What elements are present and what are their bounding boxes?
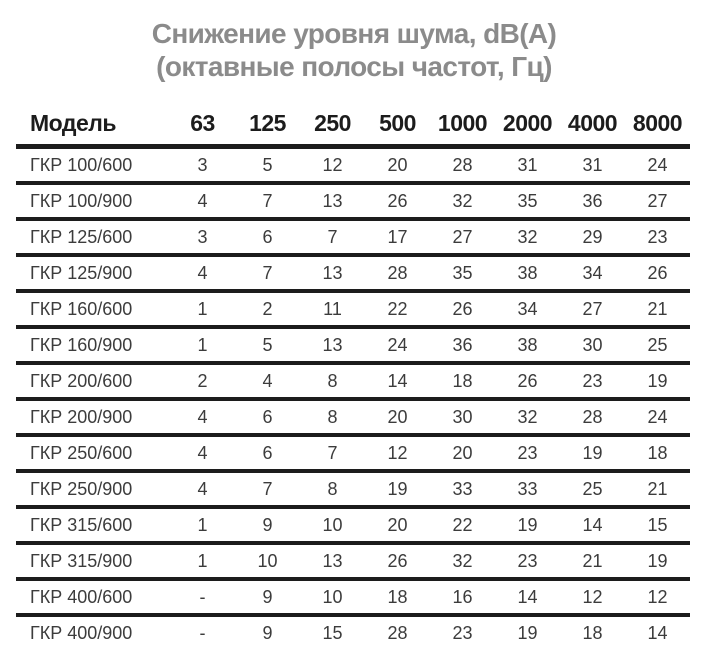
value-cell: 16 xyxy=(430,579,495,615)
value-cell: 20 xyxy=(365,399,430,435)
table-row xyxy=(16,579,690,615)
freq-column-header-8000: 8000 xyxy=(625,110,690,147)
value-cell: 13 xyxy=(300,183,365,219)
value-cell: 8 xyxy=(300,399,365,435)
value-cell: 19 xyxy=(625,363,690,399)
value-cell: 1 xyxy=(170,507,235,543)
header-row xyxy=(16,110,690,147)
model-cell: ГКР 200/900 xyxy=(16,399,170,435)
value-cell: 26 xyxy=(495,363,560,399)
freq-column-header-500: 500 xyxy=(365,110,430,147)
value-cell: 27 xyxy=(430,219,495,255)
value-cell: 26 xyxy=(365,543,430,579)
value-cell: 15 xyxy=(322,622,343,643)
value-cell: 14 xyxy=(495,579,560,615)
value-cell: 8 xyxy=(300,471,365,507)
value-cell: 26 xyxy=(430,291,495,327)
model-cell: ГКР 100/600 xyxy=(16,147,170,184)
value-cell: 38 xyxy=(495,327,560,363)
value-cell: 26 xyxy=(625,255,690,291)
value-cell: 14 xyxy=(365,363,430,399)
value-cell: 28 xyxy=(430,147,495,184)
value-cell: 21 xyxy=(625,291,690,327)
value-cell: 24 xyxy=(625,399,690,435)
table-row xyxy=(16,291,690,327)
value-cell: 13 xyxy=(300,255,365,291)
value-cell: - xyxy=(199,622,206,643)
value-cell: 12 xyxy=(625,579,690,615)
value-cell: 8 xyxy=(300,363,365,399)
value-cell: 26 xyxy=(365,183,430,219)
value-cell: 30 xyxy=(560,327,625,363)
freq-column-header-125: 125 xyxy=(235,110,300,147)
model-cell: ГКР 250/600 xyxy=(16,435,170,471)
value-cell: 2 xyxy=(235,291,300,327)
value-cell: 11 xyxy=(300,291,365,327)
value-cell: 21 xyxy=(560,543,625,579)
value-cell: 13 xyxy=(300,543,365,579)
value-cell: 18 xyxy=(365,579,430,615)
value-cell: 25 xyxy=(560,471,625,507)
value-cell: 36 xyxy=(560,183,625,219)
value-cell: 6 xyxy=(235,399,300,435)
table-head xyxy=(16,110,690,147)
table-row xyxy=(16,147,690,184)
freq-column-header-1000: 1000 xyxy=(430,110,495,147)
value-cell: 31 xyxy=(495,147,560,184)
model-cell: ГКР 200/600 xyxy=(16,363,170,399)
table-row xyxy=(16,507,690,543)
value-cell: 7 xyxy=(300,435,365,471)
value-cell: 28 xyxy=(560,399,625,435)
value-cell: 18 xyxy=(625,435,690,471)
table-row xyxy=(16,327,690,363)
value-cell: 7 xyxy=(235,471,300,507)
model-cell: ГКР 400/900 xyxy=(30,622,133,643)
freq-column-header-2000: 2000 xyxy=(495,110,560,147)
value-cell: 31 xyxy=(560,147,625,184)
value-cell: 28 xyxy=(365,255,430,291)
value-cell: 9 xyxy=(262,622,273,643)
value-cell: 32 xyxy=(495,399,560,435)
value-cell: 12 xyxy=(300,147,365,184)
value-cell: 14 xyxy=(560,507,625,543)
value-cell: 1 xyxy=(170,291,235,327)
value-cell: 5 xyxy=(235,327,300,363)
value-cell: 34 xyxy=(495,291,560,327)
table-title xyxy=(0,0,708,83)
value-cell: 6 xyxy=(235,219,300,255)
value-cell: - xyxy=(170,579,235,615)
freq-column-header-4000: 4000 xyxy=(560,110,625,147)
value-cell: 4 xyxy=(235,363,300,399)
freq-column-header-63: 63 xyxy=(170,110,235,147)
title-line-1: Снижение уровня шума, dB(A) xyxy=(151,18,557,49)
value-cell: 10 xyxy=(300,579,365,615)
model-cell: ГКР 100/900 xyxy=(16,183,170,219)
table-row xyxy=(16,219,690,255)
value-cell: 1 xyxy=(170,327,235,363)
model-cell: ГКР 400/600 xyxy=(16,579,170,615)
value-cell: 12 xyxy=(560,579,625,615)
value-cell: 33 xyxy=(495,471,560,507)
table-row xyxy=(16,363,690,399)
table-row xyxy=(16,615,690,649)
value-cell: 23 xyxy=(495,543,560,579)
value-cell: 15 xyxy=(625,507,690,543)
value-cell: 17 xyxy=(365,219,430,255)
value-cell: 4 xyxy=(170,255,235,291)
value-cell: 23 xyxy=(560,363,625,399)
value-cell: 4 xyxy=(170,399,235,435)
value-cell: 20 xyxy=(430,435,495,471)
value-cell: 6 xyxy=(235,435,300,471)
model-cell: ГКР 125/900 xyxy=(16,255,170,291)
value-cell: 32 xyxy=(430,543,495,579)
value-cell: 9 xyxy=(235,579,300,615)
value-cell: 14 xyxy=(647,622,668,643)
value-cell: 7 xyxy=(235,183,300,219)
value-cell: 27 xyxy=(625,183,690,219)
value-cell: 30 xyxy=(430,399,495,435)
value-cell: 34 xyxy=(560,255,625,291)
table-row xyxy=(16,471,690,507)
value-cell: 35 xyxy=(495,183,560,219)
value-cell: 24 xyxy=(625,147,690,184)
value-cell: 32 xyxy=(430,183,495,219)
value-cell: 35 xyxy=(430,255,495,291)
value-cell: 21 xyxy=(625,471,690,507)
table-row xyxy=(16,435,690,471)
value-cell: 38 xyxy=(495,255,560,291)
value-cell: 7 xyxy=(300,219,365,255)
value-cell: 25 xyxy=(625,327,690,363)
model-column-header: Модель xyxy=(16,110,170,147)
value-cell: 19 xyxy=(517,622,538,643)
value-cell: 33 xyxy=(430,471,495,507)
value-cell: 19 xyxy=(560,435,625,471)
model-cell: ГКР 315/600 xyxy=(16,507,170,543)
value-cell: 4 xyxy=(170,435,235,471)
value-cell: 3 xyxy=(170,219,235,255)
value-cell: 9 xyxy=(235,507,300,543)
value-cell: 27 xyxy=(560,291,625,327)
value-cell: 5 xyxy=(235,147,300,184)
value-cell: 32 xyxy=(495,219,560,255)
value-cell: 23 xyxy=(625,219,690,255)
value-cell: 19 xyxy=(625,543,690,579)
value-cell: 19 xyxy=(495,507,560,543)
value-cell: 10 xyxy=(235,543,300,579)
value-cell: 24 xyxy=(365,327,430,363)
model-cell: ГКР 250/900 xyxy=(16,471,170,507)
value-cell: 23 xyxy=(452,622,473,643)
noise-reduction-table xyxy=(16,110,690,649)
model-cell: ГКР 125/600 xyxy=(16,219,170,255)
value-cell: 1 xyxy=(170,543,235,579)
title-line-2: (октавные полосы частот, Гц) xyxy=(156,51,552,82)
value-cell: 19 xyxy=(365,471,430,507)
model-cell: ГКР 160/600 xyxy=(16,291,170,327)
value-cell: 20 xyxy=(365,507,430,543)
value-cell: 22 xyxy=(430,507,495,543)
value-cell: 13 xyxy=(300,327,365,363)
table-row xyxy=(16,255,690,291)
model-cell: ГКР 315/900 xyxy=(16,543,170,579)
value-cell: 18 xyxy=(582,622,603,643)
value-cell: 22 xyxy=(365,291,430,327)
value-cell: 29 xyxy=(560,219,625,255)
value-cell: 7 xyxy=(235,255,300,291)
table-row xyxy=(16,183,690,219)
table-row xyxy=(16,543,690,579)
table-row xyxy=(16,399,690,435)
value-cell: 36 xyxy=(430,327,495,363)
value-cell: 2 xyxy=(170,363,235,399)
table-body xyxy=(16,147,690,650)
value-cell: 20 xyxy=(365,147,430,184)
value-cell: 4 xyxy=(170,471,235,507)
freq-column-header-250: 250 xyxy=(300,110,365,147)
value-cell: 12 xyxy=(365,435,430,471)
value-cell: 23 xyxy=(495,435,560,471)
value-cell: 28 xyxy=(387,622,408,643)
value-cell: 4 xyxy=(170,183,235,219)
value-cell: 18 xyxy=(430,363,495,399)
model-cell: ГКР 160/900 xyxy=(16,327,170,363)
value-cell: 10 xyxy=(300,507,365,543)
value-cell: 3 xyxy=(170,147,235,184)
